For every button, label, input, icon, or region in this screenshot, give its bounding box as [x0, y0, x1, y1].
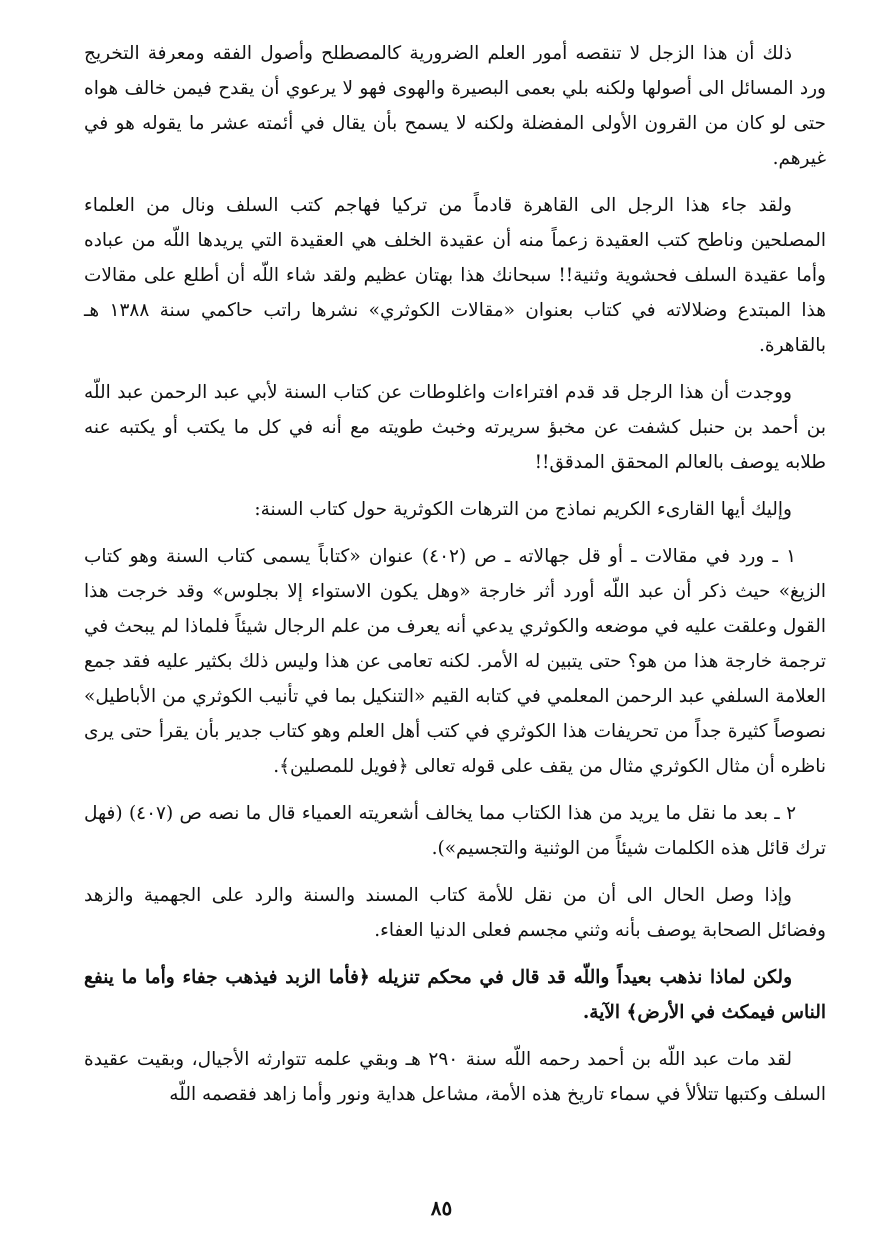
paragraph-2: ولقد جاء هذا الرجل الى القاهرة قادماً من تركيا فهاجم كتب السلف ونال من العلماء المصلحين وناطح كتب العقيدة زعماً منه أن عقيدة الخلف هي العقيدة التي يريدها اللّه من عباده وأما عقيدة السلف فحشوية وثنية!! سبحانك هذا بهتان عظيم ولقد شاء اللّه أن أطلع على مقالات هذا المبتدع وضلالاته في كتاب بعنوان «مقالات الكوثري» نشرها راتب حاكمي سنة ١٣٨٨ هـ بالقاهرة.	[84, 195, 826, 356]
page-number: ٨٥	[430, 1196, 453, 1220]
paragraph-4: وإليك أيها القارىء الكريم نماذج من الترهات الكوثرية حول كتاب السنة:	[254, 499, 792, 520]
paragraph-9: لقد مات عبد اللّه بن أحمد رحمه اللّه سنة ٢٩٠ هـ وبقي علمه تتوارثه الأجيال، وبقيت عقيدة السلف وكتبها تتلألأ في سماء تاريخ هذه الأمة، مشاعل هداية ونور وأما زاهد فقصمه اللّه	[84, 1049, 826, 1105]
body-text	[84, 36, 826, 1124]
paragraph-5-item-1: ١ ـ ورد في مقالات ـ أو قل جهالاته ـ ص (٤٠٢) عنوان «كتاباً يسمى كتاب السنة وهو كتاب الزيغ» حيث ذكر أن عبد اللّه أورد أثر خارجة «وهل يكون الاستواء إلا بجلوس» وقد خرجت هذا القول وعلقت عليه في موضعه والكوثري يدعي أنه يعرف من علم الرجال شيئاً فلماذا لم يبحث في ترجمة خارجة هذا من هو؟ حتى يتبين له الأمر. لكنه تعامى عن هذا وليس ذلك بكثير عليه فقد جمع العلامة السلفي عبد الرحمن المعلمي في كتابه القيم «التنكيل بما في تأنيب الكوثري من الأباطيل» نصوصاً كثيرة جداً من تحريفات هذا الكوثري في كتب أهل العلم وهو كتاب جدير بأن يقرأ حتى يرى ناظره أن مثال الكوثري مثال من يقف على قوله تعالى ﴿فويل للمصلين﴾.	[84, 546, 826, 777]
paragraph-3: ووجدت أن هذا الرجل قد قدم افتراءات واغلوطات عن كتاب السنة لأبي عبد الرحمن عبد اللّه بن أحمد بن حنبل كشفت عن مخبؤ سريرته وخبث طويته مع أنه في كل ما يكتب أو يكتبه عنه طلابه يوصف بالعالم المحقق المدقق!!	[84, 382, 826, 473]
paragraph-6-item-2: ٢ ـ بعد ما نقل ما يريد من هذا الكتاب مما يخالف أشعريته العمياء قال ما نصه ص (٤٠٧) (فهل ترك قائل هذه الكلمات شيئاً من الوثنية والتجسيم»).	[84, 803, 826, 859]
paragraph-7: وإذا وصل الحال الى أن من نقل للأمة كتاب المسند والسنة والرد على الجهمية والزهد وفضائل الصحابة يوصف بأنه وثني مجسم فعلى الدنيا العفاء.	[84, 885, 826, 941]
paragraph-8-quran-quote: ولكن لماذا نذهب بعيداً واللّه قد قال في محكم تنزيله ﴿فأما الزبد فيذهب جفاء وأما ما ينفع الناس فيمكث في الأرض﴾ الآية.	[84, 967, 826, 1023]
paragraph-1: ذلك أن هذا الزجل لا تنقصه أمور العلم الضرورية كالمصطلح وأصول الفقه ومعرفة التخريج ورد المسائل الى أصولها ولكنه بلي بعمى البصيرة والهوى فهو لا يرعوي أن يقدح فيمن خالف هواه حتى لو كان من القرون الأولى المفضلة ولكنه لا يسمح بأن يقال في أئمته عشر ما يقوله هو في غيرهم.	[84, 43, 826, 169]
